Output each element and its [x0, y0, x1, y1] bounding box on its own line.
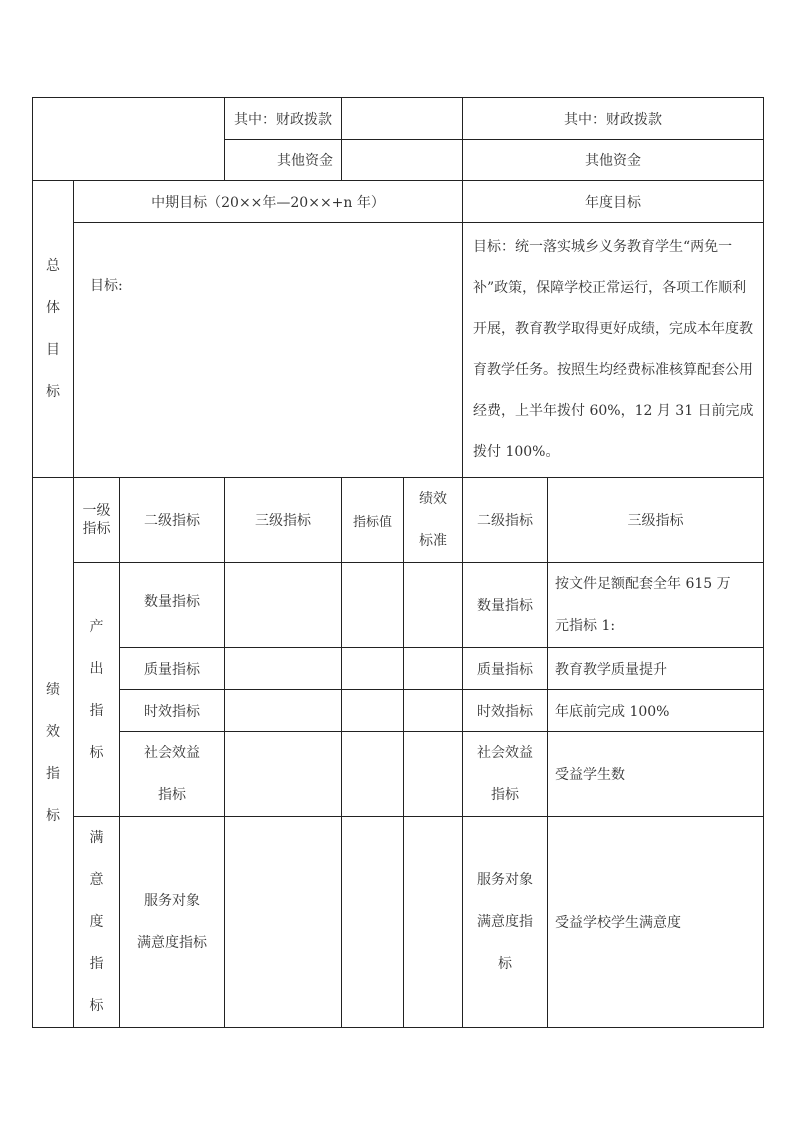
other-funds-label-right: 其他资金 — [463, 140, 764, 181]
cell-line: 指标 — [491, 787, 520, 803]
cell-line: 满意度指 — [477, 914, 534, 930]
quantity-level3-cell[interactable] — [225, 563, 342, 648]
timeliness-indicator-label-right: 时效指标 — [463, 690, 548, 732]
other-funds-label-left: 其他资金 — [225, 140, 342, 181]
cell-line: 标 — [498, 956, 513, 972]
quality-level3-right[interactable]: 教育教学质量提升 — [548, 648, 764, 690]
header-indicator-value: 指标值 — [342, 478, 404, 563]
social-benefit-indicator-label-right — [463, 732, 548, 817]
label-char: 绩 — [46, 681, 60, 698]
performance-indicator-label — [33, 478, 74, 1028]
header-level1 — [74, 478, 120, 563]
label-char: 意 — [89, 872, 104, 888]
timeliness-level3-cell[interactable] — [225, 690, 342, 732]
label-char: 产 — [89, 618, 104, 635]
cell-line: 元指标 1: — [555, 618, 616, 634]
satisfaction-level3-cell[interactable] — [225, 817, 342, 1028]
label-char: 满 — [89, 830, 104, 846]
satisfaction-indicator-label — [74, 817, 120, 1028]
social-benefit-value-cell[interactable] — [342, 732, 404, 817]
quantity-value-cell[interactable] — [342, 563, 404, 648]
overall-goal-label — [33, 181, 74, 478]
timeliness-standard-cell[interactable] — [404, 690, 463, 732]
satisfaction-level3-right[interactable]: 受益学校学生满意度 — [548, 817, 764, 1028]
satisfaction-standard-cell[interactable] — [404, 817, 463, 1028]
quantity-level3-right[interactable] — [548, 563, 764, 648]
service-satisfaction-label-right — [463, 817, 548, 1028]
header-level3-right: 三级指标 — [548, 478, 764, 563]
cell-line: 按文件足额配套全年 615 万 — [555, 576, 731, 592]
label-char: 目 — [46, 342, 60, 358]
annual-goal-header: 年度目标 — [463, 181, 764, 223]
cell-line: 服务对象 — [477, 872, 534, 888]
table-row — [33, 732, 764, 817]
label-char: 指 — [46, 765, 60, 782]
timeliness-level3-right[interactable]: 年底前完成 100% — [548, 690, 764, 732]
header-performance-standard — [404, 478, 463, 563]
cell-line: 满意度指标 — [137, 935, 207, 951]
timeliness-value-cell[interactable] — [342, 690, 404, 732]
blank-header-cell — [33, 98, 225, 181]
table-row — [33, 648, 764, 690]
header-standard-line: 标准 — [419, 533, 448, 549]
label-char: 指 — [89, 956, 104, 972]
label-char: 效 — [46, 723, 60, 740]
header-level1-line: 一级 — [82, 503, 111, 519]
social-benefit-standard-cell[interactable] — [404, 732, 463, 817]
social-benefit-level3-cell[interactable] — [225, 732, 342, 817]
service-satisfaction-label — [120, 817, 225, 1028]
quantity-indicator-label: 数量指标 — [120, 563, 225, 648]
quality-value-cell[interactable] — [342, 648, 404, 690]
quality-indicator-label: 质量指标 — [120, 648, 225, 690]
quantity-standard-cell[interactable] — [404, 563, 463, 648]
table-row — [33, 817, 764, 1028]
mid-term-goal-header: 中期目标（20××年—20××+n 年） — [74, 181, 463, 223]
label-char: 总 — [46, 258, 60, 274]
fiscal-label-right: 其中：财政拨款 — [463, 98, 764, 140]
header-level2: 二级指标 — [120, 478, 225, 563]
social-benefit-level3-right[interactable]: 受益学生数 — [548, 732, 764, 817]
label-char: 度 — [89, 914, 104, 930]
label-char: 标 — [89, 744, 104, 761]
cell-line: 社会效益 — [477, 745, 534, 761]
header-level3: 三级指标 — [225, 478, 342, 563]
label-char: 标 — [89, 998, 104, 1014]
other-funds-value-left[interactable] — [342, 140, 463, 181]
mid-term-goal-content[interactable]: 目标: — [74, 223, 463, 478]
quantity-indicator-label-right: 数量指标 — [463, 563, 548, 648]
cell-line: 指标 — [158, 787, 186, 803]
satisfaction-value-cell[interactable] — [342, 817, 404, 1028]
performance-target-table — [32, 97, 764, 1028]
header-level1-line: 指标 — [82, 521, 111, 537]
header-standard-line: 绩效 — [419, 491, 448, 507]
label-char: 指 — [89, 702, 104, 719]
quality-standard-cell[interactable] — [404, 648, 463, 690]
annual-goal-content[interactable]: 目标：统一落实城乡义务教育学生“两免一补”政策，保障学校正常运行，各项工作顺利开展，教育教学取得更好成绩，完成本年度教育教学任务。按照生均经费标准核算配套公用经费，上半年拨付 60%，12 月 31 日前完成拨付 100%。 — [463, 223, 764, 478]
cell-line: 社会效益 — [144, 745, 200, 761]
cell-line: 服务对象 — [144, 893, 200, 909]
quality-level3-cell[interactable] — [225, 648, 342, 690]
label-char: 出 — [89, 660, 104, 677]
fiscal-label-left: 其中：财政拨款 — [225, 98, 342, 140]
label-char: 体 — [46, 300, 60, 316]
label-char: 标 — [46, 807, 60, 824]
timeliness-indicator-label: 时效指标 — [120, 690, 225, 732]
quality-indicator-label-right: 质量指标 — [463, 648, 548, 690]
social-benefit-indicator-label — [120, 732, 225, 817]
fiscal-value-left[interactable] — [342, 98, 463, 140]
output-indicator-label — [74, 563, 120, 817]
label-char: 标 — [46, 384, 60, 400]
header-level2-right: 二级指标 — [463, 478, 548, 563]
table-row — [33, 563, 764, 648]
table-row — [33, 690, 764, 732]
